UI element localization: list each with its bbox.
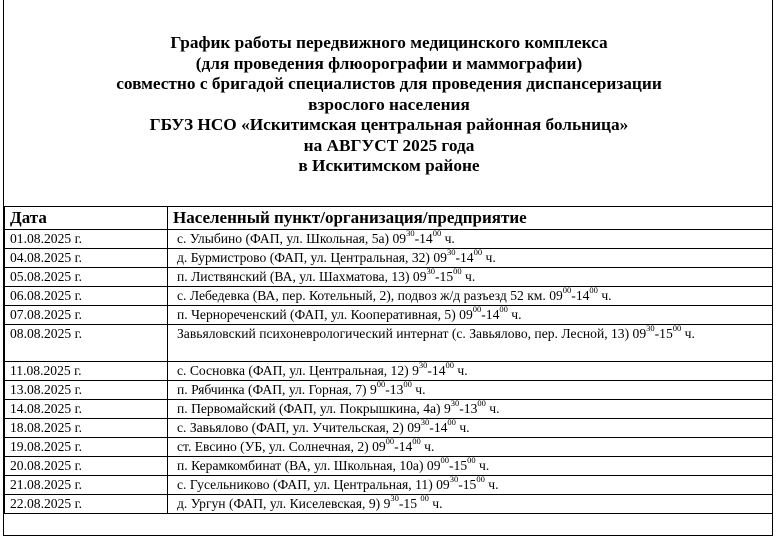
time-dash: - [449, 458, 454, 473]
table-row [5, 362, 773, 381]
start-hour: 09 [433, 250, 447, 265]
start-minutes: 30 [450, 398, 460, 408]
time-dash: - [455, 250, 460, 265]
time-suffix: ч. [420, 439, 435, 454]
start-hour: 9 [412, 363, 419, 378]
row-date: 04.08.2025 г. [5, 249, 168, 268]
end-hour: 15 [453, 458, 468, 473]
start-hour: 09 [372, 439, 386, 454]
time-suffix: ч. [453, 363, 468, 378]
start-hour: 09 [436, 477, 450, 492]
time-dash: - [429, 420, 434, 435]
place-text: п. Первомайский (ФАП, ул. Покрышкина, 4а) [177, 401, 444, 416]
row-date: 05.08.2025 г. [5, 268, 168, 287]
start-hour: 09 [412, 269, 427, 284]
end-hour: 14 [460, 250, 474, 265]
place-text: ст. Евсино (УБ, ул. Солнечная, 2) [177, 439, 373, 454]
start-minutes: 30 [390, 493, 399, 503]
end-hour: 13 [463, 401, 478, 416]
row-place [168, 325, 773, 362]
time-dash: - [394, 439, 399, 454]
row-date: 20.08.2025 г. [5, 457, 168, 476]
time-suffix: ч. [597, 288, 612, 303]
row-date: 08.08.2025 г. [5, 325, 168, 362]
table-row [5, 268, 773, 287]
start-minutes: 30 [426, 266, 435, 276]
time-suffix: ч. [681, 326, 695, 341]
row-place [168, 495, 773, 514]
place-text: п. Рябчинка (ФАП, ул. Горная, 7) [177, 382, 370, 397]
end-hour: 14 [575, 288, 590, 303]
row-place [168, 381, 773, 400]
table-row [5, 476, 773, 495]
header-line: в Искитимском районе [298, 156, 480, 175]
row-place [168, 457, 773, 476]
row-date: 14.08.2025 г. [5, 400, 168, 419]
end-minutes: 00 [447, 417, 456, 427]
time-suffix: ч. [441, 231, 455, 246]
time-dash: - [435, 269, 440, 284]
table-row [5, 325, 773, 362]
start-minutes: 00 [440, 455, 449, 465]
column-header-place: Населенный пункт/организация/предприятие [168, 207, 773, 230]
end-minutes: 00 [467, 455, 476, 465]
start-minutes: 30 [449, 474, 459, 484]
row-place [168, 400, 773, 419]
place-text: с. Улыбино (ФАП, ул. Школьная, 5а) [177, 231, 393, 246]
time-dash: - [459, 401, 464, 416]
table-row [5, 381, 773, 400]
start-minutes: 00 [472, 304, 482, 314]
time-suffix: ч. [484, 477, 499, 492]
place-text: п. Керамкомбинат (ВА, ул. Школьная, 10а) [177, 458, 427, 473]
row-date: 01.08.2025 г. [5, 230, 168, 249]
time-suffix: ч. [475, 458, 490, 473]
table-row [5, 230, 773, 249]
row-place [168, 438, 773, 457]
schedule-table [4, 206, 773, 514]
place-text: п. Листвянский (ВА, ул. Шахматова, 13) [177, 269, 413, 284]
end-minutes: 00 [499, 304, 508, 314]
start-hour: 09 [459, 307, 473, 322]
end-minutes: 00 [672, 323, 682, 333]
end-minutes: 00 [589, 285, 598, 295]
time-suffix: ч. [485, 401, 500, 416]
table-row [5, 438, 773, 457]
start-hour: 9 [443, 401, 451, 416]
end-minutes: 00 [473, 247, 483, 257]
row-place [168, 476, 773, 495]
time-dash: - [385, 382, 390, 397]
place-text: д. Ургун (ФАП, ул. Киселевская, 9) [177, 496, 384, 511]
end-hour: 13 [389, 382, 404, 397]
row-date: 22.08.2025 г. [5, 495, 168, 514]
start-minutes: 30 [646, 323, 655, 333]
time-dash: - [414, 231, 420, 246]
time-dash: - [571, 288, 576, 303]
row-date: 06.08.2025 г. [5, 287, 168, 306]
column-header-date: Дата [5, 207, 168, 230]
time-suffix: ч. [455, 420, 470, 435]
row-place [168, 287, 773, 306]
start-minutes: 30 [418, 360, 428, 370]
end-minutes: 00 [432, 228, 442, 238]
time-dash: - [398, 496, 404, 511]
start-minutes: 30 [420, 417, 430, 427]
document-header [4, 33, 774, 177]
start-hour: 9 [383, 496, 391, 511]
table-row [5, 249, 773, 268]
place-text: п. Чернореченский (ФАП, ул. Кооперативная, 5) [177, 307, 460, 322]
header-line: взрослого населения [308, 94, 470, 114]
end-hour: 14 [485, 307, 500, 322]
table-header-row [5, 207, 773, 230]
place-text: д. Бурмистрово (ФАП, ул. Центральная, 32) [177, 250, 434, 265]
time-dash: - [481, 307, 486, 322]
start-hour: 9 [369, 382, 377, 397]
row-place [168, 306, 773, 325]
table-row [5, 419, 773, 438]
place-text: с. Завьялово (ФАП, ул. Учительская, 2) [177, 420, 408, 435]
row-place [168, 230, 773, 249]
row-date: 11.08.2025 г. [5, 362, 168, 381]
time-suffix: ч. [507, 307, 522, 322]
start-hour: 09 [407, 420, 421, 435]
end-minutes: 00 [477, 398, 486, 408]
table-row [5, 306, 773, 325]
end-hour: 15 [462, 477, 477, 492]
row-place [168, 268, 773, 287]
time-suffix: ч. [428, 496, 443, 511]
table-row [5, 457, 773, 476]
start-minutes: 00 [562, 285, 572, 295]
row-date: 13.08.2025 г. [5, 381, 168, 400]
place-text: с. Лебедевка (ВА, пер. Котельный, 2), подвоз ж/д разъезд 52 км. [177, 288, 550, 303]
time-dash: - [654, 326, 660, 341]
start-hour: 09 [392, 231, 407, 246]
document-frame [3, 0, 773, 536]
time-suffix: ч. [482, 250, 496, 265]
start-hour: 09 [632, 326, 647, 341]
time-suffix: ч. [461, 269, 476, 284]
start-minutes: 30 [446, 247, 456, 257]
start-hour: 09 [426, 458, 441, 473]
place-text: с. Гусельниково (ФАП, ул. Центральная, 11) [177, 477, 437, 492]
header-line: совместно с бригадой специалистов для проведения диспансеризации [116, 74, 662, 93]
end-hour: 14 [433, 420, 448, 435]
row-date: 18.08.2025 г. [5, 419, 168, 438]
time-suffix: ч. [411, 382, 426, 397]
place-text: Завьяловский психоневрологический интернат (с. Завьялово, пер. Лесной, 13) [177, 326, 633, 341]
time-dash: - [427, 363, 432, 378]
end-minutes: 00 [412, 436, 421, 446]
end-hour: 15 [659, 326, 673, 341]
header-line: График работы передвижного медицинского комплекса [170, 33, 608, 52]
row-date: 21.08.2025 г. [5, 476, 168, 495]
end-hour: 14 [419, 231, 433, 246]
end-minutes: 00 [445, 360, 454, 370]
row-place [168, 419, 773, 438]
row-date: 07.08.2025 г. [5, 306, 168, 325]
end-minutes: 00 [403, 379, 412, 389]
end-hour: 14 [431, 363, 446, 378]
start-hour: 09 [549, 288, 563, 303]
place-text: с. Сосновка (ФАП, ул. Центральная, 12) [177, 363, 413, 378]
end-hour: 15 [439, 269, 454, 284]
header-line: на АВГУСТ 2025 года [303, 135, 475, 155]
start-minutes: 00 [385, 436, 395, 446]
table-row [5, 400, 773, 419]
end-hour: 14 [398, 439, 413, 454]
end-minutes: 00 [476, 474, 485, 484]
start-minutes: 00 [376, 379, 386, 389]
table-row [5, 495, 773, 514]
end-minutes: 00 [453, 266, 462, 276]
row-date: 19.08.2025 г. [5, 438, 168, 457]
end-minutes: 00 [420, 493, 429, 503]
header-line: (для проведения флюорографии и маммографии) [195, 53, 583, 73]
time-dash: - [458, 477, 463, 492]
row-place [168, 362, 773, 381]
row-place [168, 249, 773, 268]
end-hour: 15 [403, 496, 421, 511]
table-row [5, 287, 773, 306]
start-minutes: 30 [406, 228, 415, 238]
header-line: ГБУЗ НСО «Искитимская центральная районная больница» [149, 115, 629, 134]
